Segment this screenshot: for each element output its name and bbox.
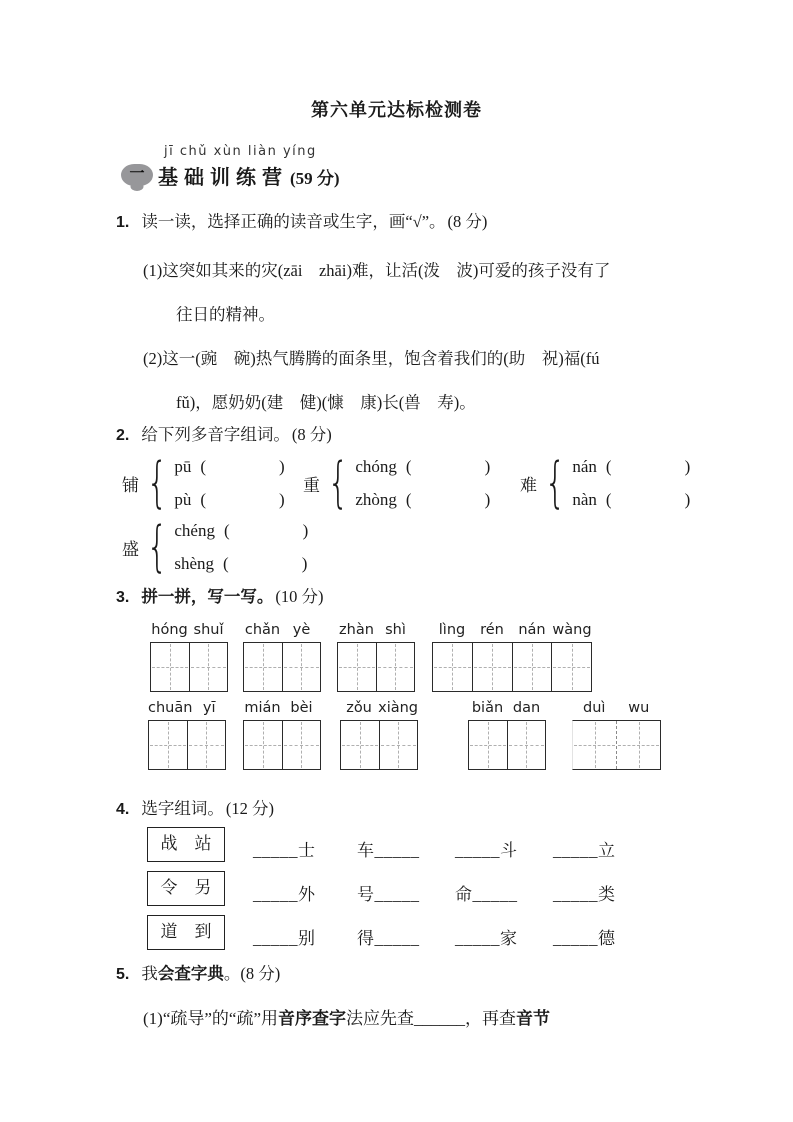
q1-item1-line1: (1)这突如其来的灾(zāi zhāi)难，让活(泼 波)可爱的孩子没有了 — [143, 261, 611, 280]
pinyin-row — [340, 698, 418, 720]
writing-grid — [468, 720, 546, 770]
q3-number: 3. — [116, 589, 130, 606]
q2-instruction: 给下列多音字组词。 — [141, 425, 290, 444]
answer-paren: ( ) — [223, 521, 310, 540]
q4-number: 4. — [116, 801, 130, 818]
pinyin-row — [432, 620, 592, 642]
q3-score: (10 分) — [275, 587, 324, 606]
pinyin: shì — [385, 622, 406, 638]
reading: pū — [174, 457, 192, 476]
section-pinyin: jī chǔ xùn liàn yíng — [164, 144, 317, 159]
answer-paren: ( ) — [200, 490, 286, 509]
reading-row — [174, 450, 285, 483]
pinyin: dan — [512, 700, 541, 716]
polyphone-char: 重 — [303, 475, 320, 495]
q4-score: (12 分) — [225, 799, 274, 818]
pinyin: hóng — [151, 622, 188, 638]
answer-paren: ( ) — [405, 457, 492, 476]
answer-paren: ( ) — [605, 490, 692, 509]
brace-icon: { — [146, 451, 168, 514]
pinyin: bèi — [290, 700, 313, 716]
grid-cell — [190, 643, 228, 691]
writing-grid — [150, 642, 228, 692]
writing-grid — [148, 720, 226, 770]
pinyin-grid-zouxiang — [340, 698, 418, 770]
pinyin-grid-lingrennanwang — [432, 620, 592, 692]
writing-grid — [572, 720, 661, 770]
word-blank: 命_____ — [455, 885, 518, 904]
pinyin: nán — [518, 622, 546, 638]
grid-cell — [513, 643, 553, 691]
word-blank: _____外 — [253, 885, 316, 904]
q1-item2-line1: (2)这一(豌 碗)热气腾腾的面条里，饱含着我们的(助 祝)福(fú — [143, 349, 600, 368]
q1-item1-line2: 往日的精神。 — [176, 305, 275, 324]
polyphone-char: 难 — [520, 475, 537, 495]
pinyin-row — [468, 698, 546, 720]
answer-paren: ( ) — [223, 554, 309, 573]
pinyin-row — [337, 620, 415, 642]
polyphone-char: 盛 — [122, 539, 139, 559]
grid-cell — [283, 721, 321, 769]
q5-item1-part4: 音节 — [516, 1009, 551, 1028]
q4-header — [116, 795, 274, 819]
writing-grid — [243, 720, 321, 770]
pinyin: lìng — [438, 622, 466, 638]
pinyin-grid-mianbei — [243, 698, 321, 770]
grid-cell — [380, 721, 418, 769]
pinyin-row — [148, 698, 226, 720]
brace-icon: { — [544, 451, 566, 514]
reading: shèng — [174, 554, 215, 573]
pinyin-grid-zhanshi — [337, 620, 415, 692]
pinyin: duì — [583, 700, 606, 716]
q1-instruction: 读一读，选择正确的读音或生字，画“√”。 — [141, 212, 446, 231]
grid-cell — [469, 721, 508, 769]
reading-row — [572, 483, 691, 516]
writing-grid — [340, 720, 418, 770]
pinyin: wu — [628, 700, 650, 716]
pinyin-grid-chanye — [243, 620, 321, 692]
exam-title: 第六单元达标检测卷 — [311, 100, 482, 120]
section-one-badge — [121, 164, 153, 186]
q5-item1-part2: 音序查字 — [278, 1009, 347, 1028]
word-blank: _____别 — [253, 929, 316, 948]
q5-number: 5. — [116, 966, 130, 983]
pinyin: chuān — [148, 700, 193, 716]
grid-cell — [433, 643, 473, 691]
reading: chóng — [355, 457, 397, 476]
grid-cell — [508, 721, 546, 769]
reading-row — [355, 483, 491, 516]
writing-grid — [243, 642, 321, 692]
pinyin: biǎn — [471, 700, 504, 716]
section-title — [158, 161, 340, 190]
polyphone-group-sheng — [122, 514, 309, 580]
pinyin-grid-duiwu — [572, 698, 661, 770]
grid-cell — [244, 643, 283, 691]
polyphone-group-pu — [122, 450, 286, 516]
q5-instruction-bold: 会查字典 — [157, 964, 224, 983]
grid-cell — [151, 643, 190, 691]
word-blank: _____德 — [553, 929, 616, 948]
word-blank: _____斗 — [455, 841, 518, 860]
q5-header — [116, 960, 280, 984]
char-choice-box: 道 到 — [147, 915, 225, 950]
polyphone-group-zhong — [303, 450, 491, 516]
q1-number: 1. — [116, 214, 130, 231]
brace-icon: { — [327, 451, 349, 514]
reading: nán — [572, 457, 597, 476]
q5-item1 — [143, 1004, 550, 1029]
grid-cell — [573, 721, 617, 769]
brace-icon: { — [146, 515, 168, 578]
reading-row — [355, 450, 491, 483]
q2-score: (8 分) — [291, 425, 332, 444]
pinyin: yī — [202, 700, 216, 716]
writing-grid — [337, 642, 415, 692]
word-blank: _____士 — [253, 841, 316, 860]
pinyin-grid-chuanyi — [148, 698, 226, 770]
grid-cell — [244, 721, 283, 769]
grid-cell — [617, 721, 660, 769]
pinyin-row — [243, 698, 321, 720]
q2-number: 2. — [116, 427, 130, 444]
char-choice-box: 令 另 — [147, 871, 225, 906]
pinyin-grid-biandan — [468, 698, 546, 770]
answer-paren: ( ) — [405, 490, 492, 509]
grid-cell — [338, 643, 377, 691]
grid-cell — [552, 643, 591, 691]
q3-header — [116, 583, 323, 607]
reading: nàn — [572, 490, 597, 509]
q1-item2-line2: fǔ)，愿奶奶(建 健)(慷 康)长(兽 寿)。 — [176, 393, 476, 412]
grid-cell — [188, 721, 226, 769]
char-choice-box: 战 站 — [147, 827, 225, 862]
grid-cell — [341, 721, 380, 769]
polyphone-char: 铺 — [122, 475, 139, 495]
pinyin: yè — [292, 622, 311, 638]
pinyin: shuǐ — [193, 622, 224, 638]
reading: chéng — [174, 521, 215, 540]
reading: pù — [174, 490, 192, 509]
word-blank: 号_____ — [357, 885, 420, 904]
q5-instruction-pre: 我 — [141, 964, 158, 983]
q5-item1-part1: (1)“疏导”的“疏”用 — [143, 1009, 279, 1028]
q1-score: (8 分) — [447, 212, 488, 231]
q2-header — [116, 421, 332, 445]
pinyin-grid-hongshui — [150, 620, 228, 692]
pinyin: rén — [480, 622, 504, 638]
pinyin: xiàng — [378, 700, 418, 716]
reading-row — [174, 483, 285, 516]
pinyin-row — [150, 620, 228, 642]
reading-row — [572, 450, 691, 483]
pinyin-row — [572, 698, 661, 720]
q5-instruction-post: 。(8 分) — [223, 964, 281, 983]
grid-cell — [377, 643, 415, 691]
pinyin: zǒu — [346, 700, 372, 716]
answer-paren: ( ) — [605, 457, 692, 476]
q4-instruction: 选字组词。 — [141, 799, 224, 818]
q3-instruction: 拼一拼，写一写。 — [141, 587, 274, 606]
grid-cell — [283, 643, 321, 691]
grid-cell — [149, 721, 188, 769]
reading-row — [174, 547, 309, 580]
word-blank: _____立 — [553, 841, 616, 860]
q1-header — [116, 208, 487, 232]
reading-row — [174, 514, 309, 547]
pinyin: chǎn — [244, 622, 281, 638]
section-title-text: 基础训练营 — [158, 165, 288, 189]
pinyin: mián — [244, 700, 281, 716]
polyphone-group-nan — [520, 450, 691, 516]
section-number: 一 — [129, 166, 145, 182]
reading: zhòng — [355, 490, 397, 509]
answer-paren: ( ) — [200, 457, 286, 476]
pinyin: wàng — [552, 622, 592, 638]
word-blank: 得_____ — [357, 929, 420, 948]
pinyin: zhàn — [339, 622, 374, 638]
word-blank: _____家 — [455, 929, 518, 948]
word-blank: _____类 — [553, 885, 616, 904]
writing-grid — [432, 642, 592, 692]
q5-item1-part3: 法应先查______，再查 — [346, 1009, 517, 1028]
pinyin-row — [243, 620, 321, 642]
grid-cell — [473, 643, 513, 691]
section-score: (59 分) — [290, 169, 340, 188]
word-blank: 车_____ — [357, 841, 420, 860]
